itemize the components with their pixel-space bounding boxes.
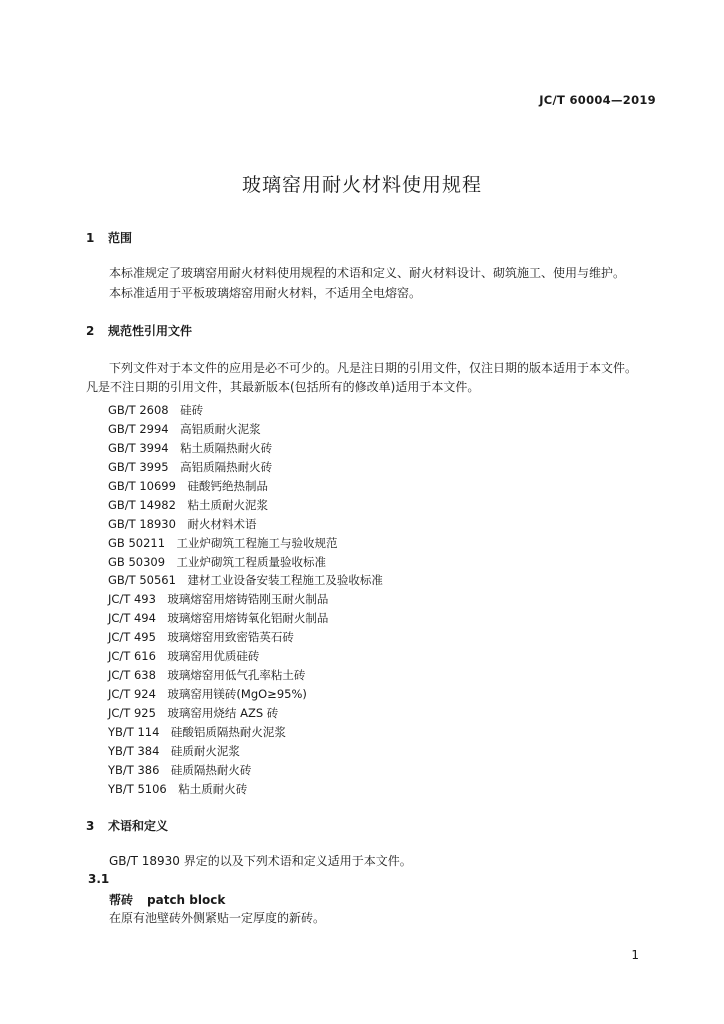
scope-paragraph-1: 本标准规定了玻璃窑用耐火材料使用规程的术语和定义、耐火材料设计、砌筑施工、使用与维护。 xyxy=(109,266,626,280)
reference-item: JC/T 925 玻璃窑用烧结 AZS 砖 xyxy=(108,706,279,720)
reference-item: GB 50309 工业炉砌筑工程质量验收标准 xyxy=(108,554,327,569)
reference-item: JC/T 493 玻璃熔窑用熔铸锆刚玉耐火制品 xyxy=(108,592,329,607)
reference-item: GB/T 14982 粘土质耐火泥浆 xyxy=(108,497,268,512)
reference-item: GB/T 18930 耐火材料术语 xyxy=(108,516,257,531)
reference-item: GB 50211 工业炉砌筑工程施工与验收规范 xyxy=(108,535,338,550)
section-heading-scope xyxy=(86,229,132,246)
clause-number: 3.1 xyxy=(88,872,110,886)
reference-item: YB/T 384 硅质耐火泥浆 xyxy=(108,743,240,758)
reference-item: GB/T 3995 高铝质隔热耐火砖 xyxy=(108,459,273,474)
reference-item: YB/T 5106 粘土质耐火砖 xyxy=(108,781,248,796)
section-number: 2 xyxy=(86,324,95,338)
section-number: 1 xyxy=(86,231,95,245)
scope-paragraph-2: 本标准适用于平板玻璃熔窑用耐火材料，不适用全电熔窑。 xyxy=(109,286,422,300)
section-number: 3 xyxy=(86,819,95,833)
document-title: 玻璃窑用耐火材料使用规程 xyxy=(241,174,482,196)
reference-item: YB/T 114 硅酸铝质隔热耐火泥浆 xyxy=(108,724,286,739)
normative-refs-intro-line-1: 下列文件对于本文件的应用是必不可少的。凡是注日期的引用文件，仅注日期的版本适用于本文件。 xyxy=(109,361,638,375)
term-definition: 在原有池壁砖外侧紧贴一定厚度的新砖。 xyxy=(109,911,326,925)
term-chinese: 帮砖 xyxy=(109,893,134,907)
reference-item: JC/T 494 玻璃熔窑用熔铸氧化铝耐火制品 xyxy=(108,611,329,626)
reference-item: JC/T 924 玻璃窑用镁砖(MgO≥95%) xyxy=(108,687,307,702)
reference-item: JC/T 495 玻璃熔窑用致密锆英石砖 xyxy=(108,630,294,645)
section-title: 规范性引用文件 xyxy=(108,324,193,338)
section-title: 范围 xyxy=(108,231,133,245)
reference-item: GB/T 10699 硅酸钙绝热制品 xyxy=(108,478,268,493)
reference-item: JC/T 616 玻璃窑用优质硅砖 xyxy=(108,649,260,664)
reference-item: YB/T 386 硅质隔热耐火砖 xyxy=(108,762,252,777)
reference-item: GB/T 2994 高铝质耐火泥浆 xyxy=(108,421,261,436)
reference-item: JC/T 638 玻璃熔窑用低气孔率粘土砖 xyxy=(108,668,306,683)
terms-intro: GB/T 18930 界定的以及下列术语和定义适用于本文件。 xyxy=(109,854,412,868)
reference-item: GB/T 3994 粘土质隔热耐火砖 xyxy=(108,440,273,455)
reference-item: GB/T 2608 硅砖 xyxy=(108,403,204,417)
normative-refs-intro-line-2: 凡是不注日期的引用文件，其最新版本(包括所有的修改单)适用于本文件。 xyxy=(86,380,480,394)
section-title: 术语和定义 xyxy=(108,819,169,833)
reference-list xyxy=(108,401,383,799)
section-heading-terms xyxy=(86,817,168,834)
section-heading-normative-refs xyxy=(86,322,192,339)
reference-item: GB/T 50561 建材工业设备安装工程施工及验收标准 xyxy=(108,573,383,588)
term-entry xyxy=(109,891,225,908)
term-english: patch block xyxy=(147,893,226,907)
standard-code: JC/T 60004—2019 xyxy=(539,93,656,107)
page-number: 1 xyxy=(631,948,639,962)
